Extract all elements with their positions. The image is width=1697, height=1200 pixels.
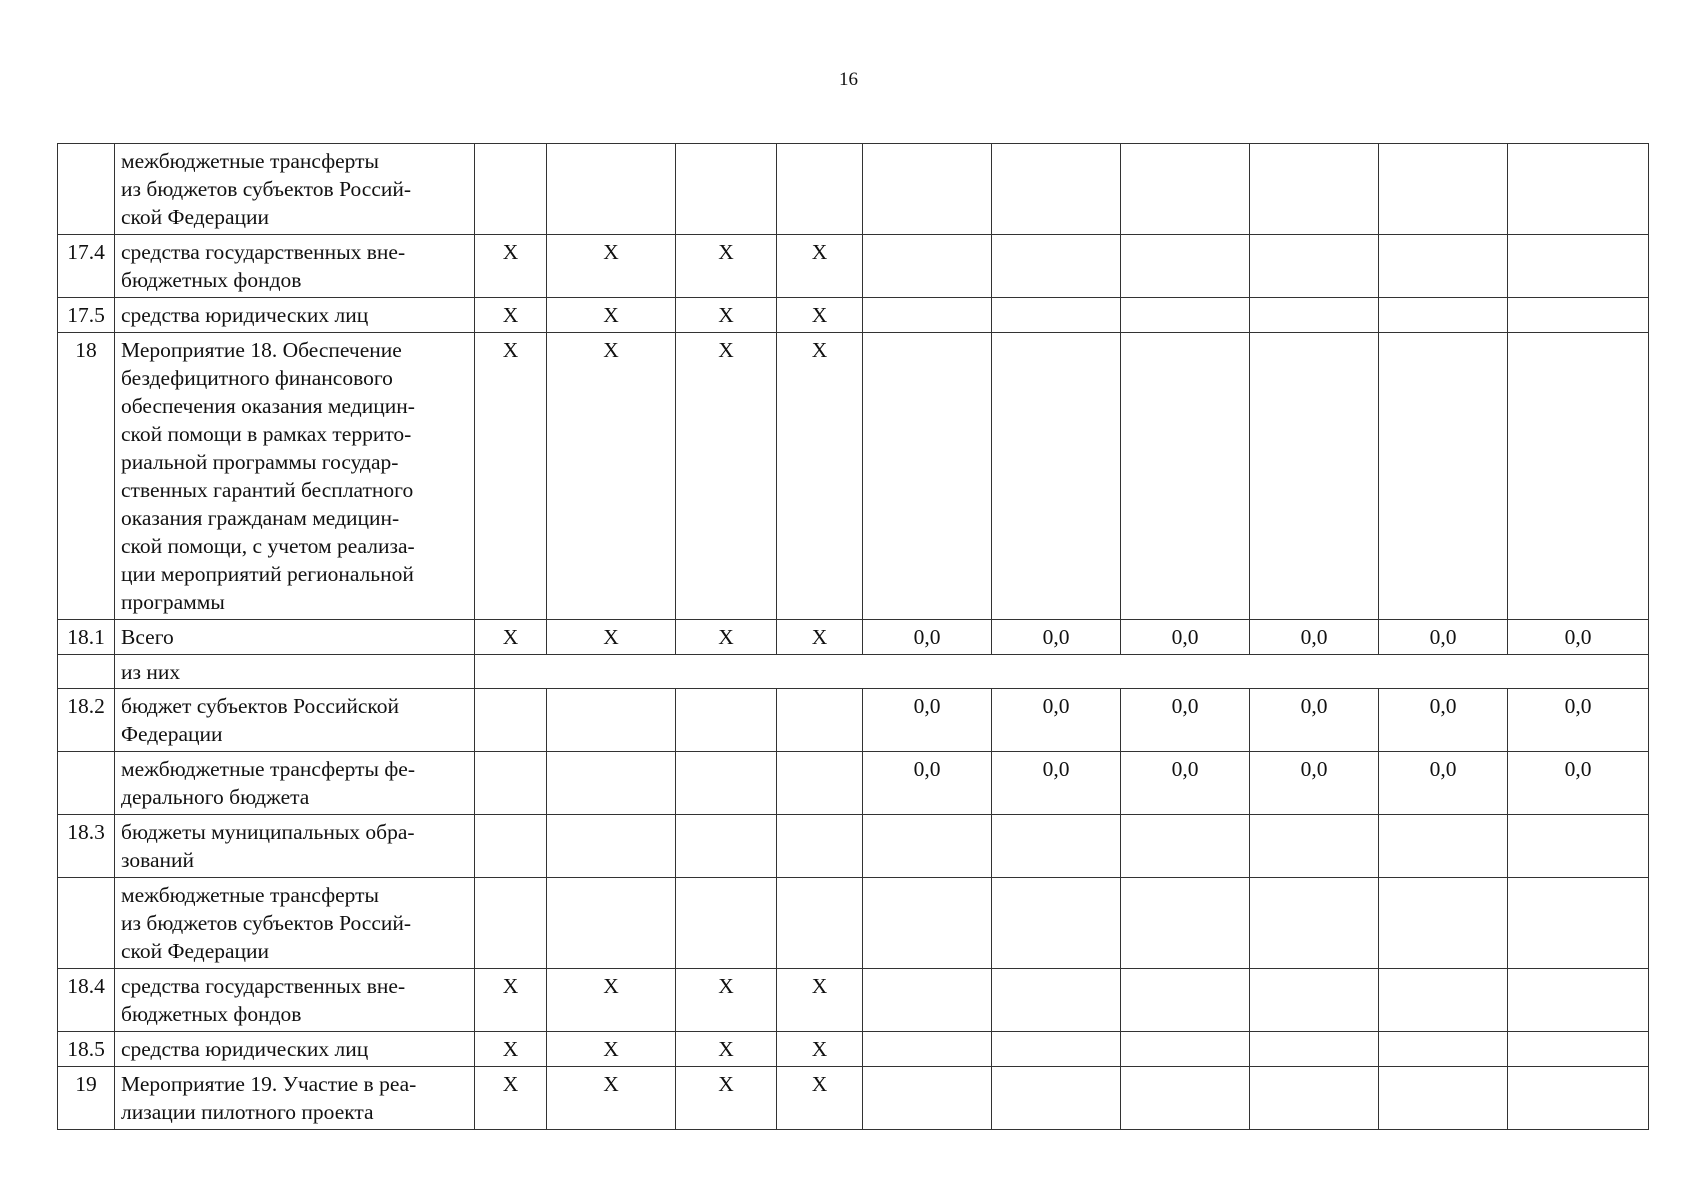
value-cell (1508, 298, 1649, 333)
value-cell (1508, 969, 1649, 1032)
row-name-line: ской Федерации (121, 205, 270, 229)
value-cell (1250, 1032, 1379, 1067)
value-cell (863, 144, 992, 235)
value-cell (1250, 969, 1379, 1032)
row-name-line: Всего (121, 625, 174, 649)
row-number-cell (58, 878, 115, 969)
value-cell: 0,0 (1121, 752, 1250, 815)
row-name-cell (115, 235, 475, 298)
table-row (58, 620, 1649, 655)
row-name-line: Федерации (121, 722, 223, 746)
value-cell (1250, 333, 1379, 620)
mark-cell: X (547, 620, 676, 655)
table-row (58, 144, 1649, 235)
row-name-line: бюджеты муниципальных обра- (121, 820, 415, 844)
table-row (58, 689, 1649, 752)
value-cell: 0,0 (1250, 752, 1379, 815)
merged-empty-cell (475, 655, 1649, 689)
value-cell (1379, 969, 1508, 1032)
row-number-cell: 18.3 (58, 815, 115, 878)
mark-cell (676, 878, 777, 969)
mark-cell: X (475, 298, 547, 333)
row-name-line: из них (121, 660, 181, 684)
value-cell (1379, 235, 1508, 298)
row-name-line: бюджетных фондов (121, 1002, 302, 1026)
row-name-cell (115, 689, 475, 752)
row-number-cell (58, 655, 115, 689)
mark-cell (475, 144, 547, 235)
mark-cell (676, 815, 777, 878)
value-cell (992, 333, 1121, 620)
value-cell (992, 969, 1121, 1032)
mark-cell: X (777, 235, 863, 298)
value-cell (992, 815, 1121, 878)
value-cell (863, 878, 992, 969)
mark-cell: X (547, 333, 676, 620)
value-cell (1379, 815, 1508, 878)
row-name-line: межбюджетные трансферты (121, 149, 379, 173)
row-name-cell (115, 298, 475, 333)
mark-cell (676, 752, 777, 815)
row-number-cell (58, 752, 115, 815)
mark-cell (475, 815, 547, 878)
value-cell (1121, 333, 1250, 620)
value-cell: 0,0 (863, 620, 992, 655)
value-cell: 0,0 (992, 689, 1121, 752)
row-name-cell (115, 815, 475, 878)
row-name-cell (115, 969, 475, 1032)
mark-cell: X (676, 1067, 777, 1130)
value-cell (1250, 815, 1379, 878)
row-name-line: ственных гарантий бесплатного (121, 478, 414, 502)
value-cell (863, 815, 992, 878)
mark-cell: X (777, 333, 863, 620)
value-cell (1121, 1032, 1250, 1067)
value-cell (1508, 815, 1649, 878)
mark-cell: X (475, 1067, 547, 1130)
row-number-cell: 19 (58, 1067, 115, 1130)
value-cell (1250, 1067, 1379, 1130)
table-row (58, 815, 1649, 878)
mark-cell (777, 144, 863, 235)
value-cell: 0,0 (1379, 689, 1508, 752)
row-name-cell (115, 333, 475, 620)
mark-cell (547, 752, 676, 815)
value-cell (863, 969, 992, 1032)
table-row (58, 333, 1649, 620)
row-name-line: программы (121, 590, 225, 614)
value-cell (1250, 878, 1379, 969)
mark-cell: X (777, 969, 863, 1032)
row-name-line: межбюджетные трансферты фе- (121, 757, 415, 781)
mark-cell (547, 815, 676, 878)
value-cell (1379, 878, 1508, 969)
mark-cell: X (475, 620, 547, 655)
row-number-cell: 18.2 (58, 689, 115, 752)
value-cell (1508, 1067, 1649, 1130)
value-cell (1121, 969, 1250, 1032)
value-cell (992, 1067, 1121, 1130)
value-cell (1508, 333, 1649, 620)
mark-cell (676, 689, 777, 752)
mark-cell: X (676, 333, 777, 620)
row-number-cell: 18.1 (58, 620, 115, 655)
row-name-line: бюджетных фондов (121, 268, 302, 292)
row-number-cell: 18.4 (58, 969, 115, 1032)
row-name-cell (115, 655, 475, 689)
value-cell: 0,0 (1508, 752, 1649, 815)
mark-cell: X (777, 620, 863, 655)
mark-cell: X (676, 620, 777, 655)
value-cell (1121, 1067, 1250, 1130)
value-cell (863, 333, 992, 620)
mark-cell (547, 689, 676, 752)
mark-cell (475, 689, 547, 752)
mark-cell (475, 752, 547, 815)
mark-cell: X (676, 298, 777, 333)
funding-table (57, 143, 1649, 1130)
value-cell (992, 298, 1121, 333)
mark-cell: X (475, 969, 547, 1032)
table-body (58, 144, 1649, 1130)
mark-cell: X (547, 298, 676, 333)
value-cell (992, 144, 1121, 235)
row-name-cell (115, 752, 475, 815)
row-name-cell (115, 144, 475, 235)
mark-cell: X (475, 235, 547, 298)
mark-cell (777, 815, 863, 878)
row-name-line: средства государственных вне- (121, 240, 406, 264)
mark-cell (547, 878, 676, 969)
row-name-line: из бюджетов субъектов Россий- (121, 177, 412, 201)
mark-cell: X (475, 333, 547, 620)
value-cell (1379, 298, 1508, 333)
mark-cell: X (676, 969, 777, 1032)
mark-cell (475, 878, 547, 969)
row-name-line: средства юридических лиц (121, 303, 369, 327)
value-cell (1121, 298, 1250, 333)
value-cell: 0,0 (1379, 620, 1508, 655)
row-name-cell (115, 620, 475, 655)
row-name-line: ской Федерации (121, 939, 270, 963)
mark-cell (777, 878, 863, 969)
row-name-line: риальной программы государ- (121, 450, 399, 474)
row-name-cell (115, 878, 475, 969)
row-name-line: средства юридических лиц (121, 1037, 369, 1061)
value-cell (1250, 298, 1379, 333)
value-cell: 0,0 (992, 620, 1121, 655)
value-cell: 0,0 (1121, 689, 1250, 752)
mark-cell (547, 144, 676, 235)
row-name-line: межбюджетные трансферты (121, 883, 379, 907)
value-cell (1121, 878, 1250, 969)
value-cell (1250, 144, 1379, 235)
mark-cell (676, 144, 777, 235)
row-name-line: ции мероприятий региональной (121, 562, 414, 586)
value-cell (1121, 144, 1250, 235)
value-cell (1379, 144, 1508, 235)
row-name-line: ской помощи в рамках террито- (121, 422, 412, 446)
value-cell (1508, 1032, 1649, 1067)
value-cell (1508, 144, 1649, 235)
row-name-line: бюджет субъектов Российской (121, 694, 400, 718)
row-name-line: из бюджетов субъектов Россий- (121, 911, 412, 935)
mark-cell: X (777, 1067, 863, 1130)
page-number: 16 (839, 69, 858, 90)
table-row (58, 878, 1649, 969)
value-cell (1379, 1067, 1508, 1130)
value-cell: 0,0 (1508, 620, 1649, 655)
value-cell: 0,0 (1121, 620, 1250, 655)
value-cell (1508, 235, 1649, 298)
mark-cell (777, 752, 863, 815)
value-cell: 0,0 (1508, 689, 1649, 752)
mark-cell: X (547, 1032, 676, 1067)
value-cell (1379, 333, 1508, 620)
mark-cell: X (777, 1032, 863, 1067)
value-cell (863, 1067, 992, 1130)
value-cell: 0,0 (1250, 620, 1379, 655)
row-name-line: оказания гражданам медицин- (121, 506, 400, 530)
mark-cell: X (777, 298, 863, 333)
mark-cell (777, 689, 863, 752)
row-name-line: ской помощи, с учетом реализа- (121, 534, 415, 558)
mark-cell: X (676, 1032, 777, 1067)
table-row (58, 1067, 1649, 1130)
row-number-cell: 17.5 (58, 298, 115, 333)
row-name-cell (115, 1067, 475, 1130)
value-cell (1121, 815, 1250, 878)
table-row (58, 235, 1649, 298)
value-cell (992, 878, 1121, 969)
row-name-cell (115, 1032, 475, 1067)
value-cell (1250, 235, 1379, 298)
mark-cell: X (547, 235, 676, 298)
value-cell: 0,0 (863, 689, 992, 752)
mark-cell: X (547, 1067, 676, 1130)
table-row (58, 969, 1649, 1032)
value-cell (1121, 235, 1250, 298)
row-name-line: лизации пилотного проекта (121, 1100, 374, 1124)
value-cell (992, 1032, 1121, 1067)
table-row (58, 655, 1649, 689)
value-cell (992, 235, 1121, 298)
row-number-cell: 18 (58, 333, 115, 620)
value-cell (863, 298, 992, 333)
row-number-cell (58, 144, 115, 235)
row-name-line: зований (121, 848, 195, 872)
value-cell: 0,0 (863, 752, 992, 815)
value-cell: 0,0 (1250, 689, 1379, 752)
row-name-line: Мероприятие 18. Обеспечение (121, 338, 402, 362)
row-number-cell: 18.5 (58, 1032, 115, 1067)
mark-cell: X (475, 1032, 547, 1067)
value-cell (863, 1032, 992, 1067)
table-row (58, 1032, 1649, 1067)
row-name-line: Мероприятие 19. Участие в реа- (121, 1072, 417, 1096)
value-cell: 0,0 (992, 752, 1121, 815)
mark-cell: X (676, 235, 777, 298)
value-cell (863, 235, 992, 298)
table-row (58, 298, 1649, 333)
value-cell (1379, 1032, 1508, 1067)
row-number-cell: 17.4 (58, 235, 115, 298)
mark-cell: X (547, 969, 676, 1032)
row-name-line: обеспечения оказания медицин- (121, 394, 415, 418)
row-name-line: средства государственных вне- (121, 974, 406, 998)
value-cell: 0,0 (1379, 752, 1508, 815)
row-name-line: дерального бюджета (121, 785, 310, 809)
table-row (58, 752, 1649, 815)
row-name-line: бездефицитного финансового (121, 366, 393, 390)
value-cell (1508, 878, 1649, 969)
